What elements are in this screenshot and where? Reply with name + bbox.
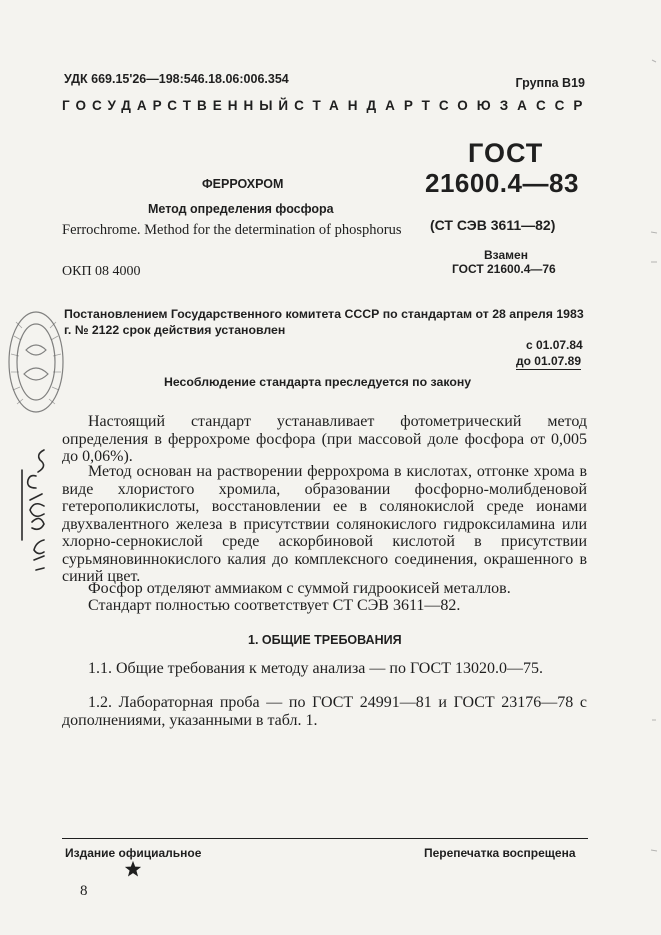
state-standard-word-1: ГОСУДАРСТВЕННЫЙ (62, 98, 295, 113)
state-standard-word-4: ССР (535, 98, 592, 113)
section-heading: 1. ОБЩИЕ ТРЕБОВАНИЯ (248, 633, 402, 647)
paragraph-separation: Фосфор отделяют аммиаком с суммой гидроокисей металлов. (88, 580, 511, 597)
footer-divider (62, 838, 588, 839)
paragraph-conformity: Стандарт полностью соответствует СТ СЭВ 3611—82. (88, 597, 461, 614)
replaces-label: Взамен (484, 248, 528, 262)
paragraph-method: Метод основан на растворении феррохрома в кислотах, отгонке хрома в виде хлористого хромила, образовании фосфорно-молибденовой гетерополикислоты, восстановлении ее в солянокислой среде ионами двухвалентного железа в присутствии солянокислого гидроксиламина или хлорно-сернокислой среде аскорбиновой кислотой в присутствии сурьмяновиннокислого калия до комплексного соединения, окрашенного в синий цвет. (62, 463, 587, 585)
document-title: ФЕРРОХРОМ (202, 177, 284, 191)
okp-code: ОКП 08 4000 (62, 264, 141, 279)
gost-label: ГОСТ (468, 138, 544, 168)
clause-1-1: 1.1. Общие требования к методу анализа — по ГОСТ 13020.0—75. (88, 660, 543, 677)
library-stamp-icon (2, 302, 70, 420)
legal-notice: Несоблюдение стандарта преследуется по закону (164, 375, 472, 389)
paragraph-scope: Настоящий стандарт устанавливает фотометрический метод определения в феррохроме фосфора (при массовой доле фосфора от 0,005 до 0,06%). (62, 413, 587, 465)
document-title-english: Ferrochrome. Method for the determination of phosphorus (62, 222, 402, 238)
document-subtitle: Метод определения фосфора (148, 202, 334, 216)
decree-text: Постановлением Государственного комитета СССР по стандартам от 28 апреля 1983 г. № 2122 срок действия установлен (64, 307, 584, 337)
page-number: 8 (80, 883, 88, 899)
validity-to: до 01.07.89 (516, 354, 581, 368)
reprint-notice: Перепечатка воспрещена (424, 846, 576, 860)
replaces-standard: ГОСТ 21600.4—76 (452, 262, 556, 276)
udk-code: УДК 669.15'26—198:546.18.06:006.354 (64, 72, 289, 86)
star-icon (124, 860, 142, 878)
group-code: Группа В19 (515, 76, 585, 90)
validity-from: с 01.07.84 (526, 338, 583, 352)
scan-edge-marks (646, 0, 661, 935)
state-standard-banner (62, 98, 592, 113)
edition-label: Издание официальное (65, 846, 202, 860)
state-standard-word-3: СОЮЗА (438, 98, 536, 113)
gost-number: 21600.4—83 (425, 168, 579, 198)
st-sev-reference: (СТ СЭВ 3611—82) (430, 217, 556, 233)
handwritten-note-icon (14, 440, 58, 580)
state-standard-word-2: СТАНДАРТ (294, 98, 439, 113)
clause-1-2: 1.2. Лабораторная проба — по ГОСТ 24991—81 и ГОСТ 23176—78 с дополнениями, указанными в табл. 1. (62, 694, 587, 729)
